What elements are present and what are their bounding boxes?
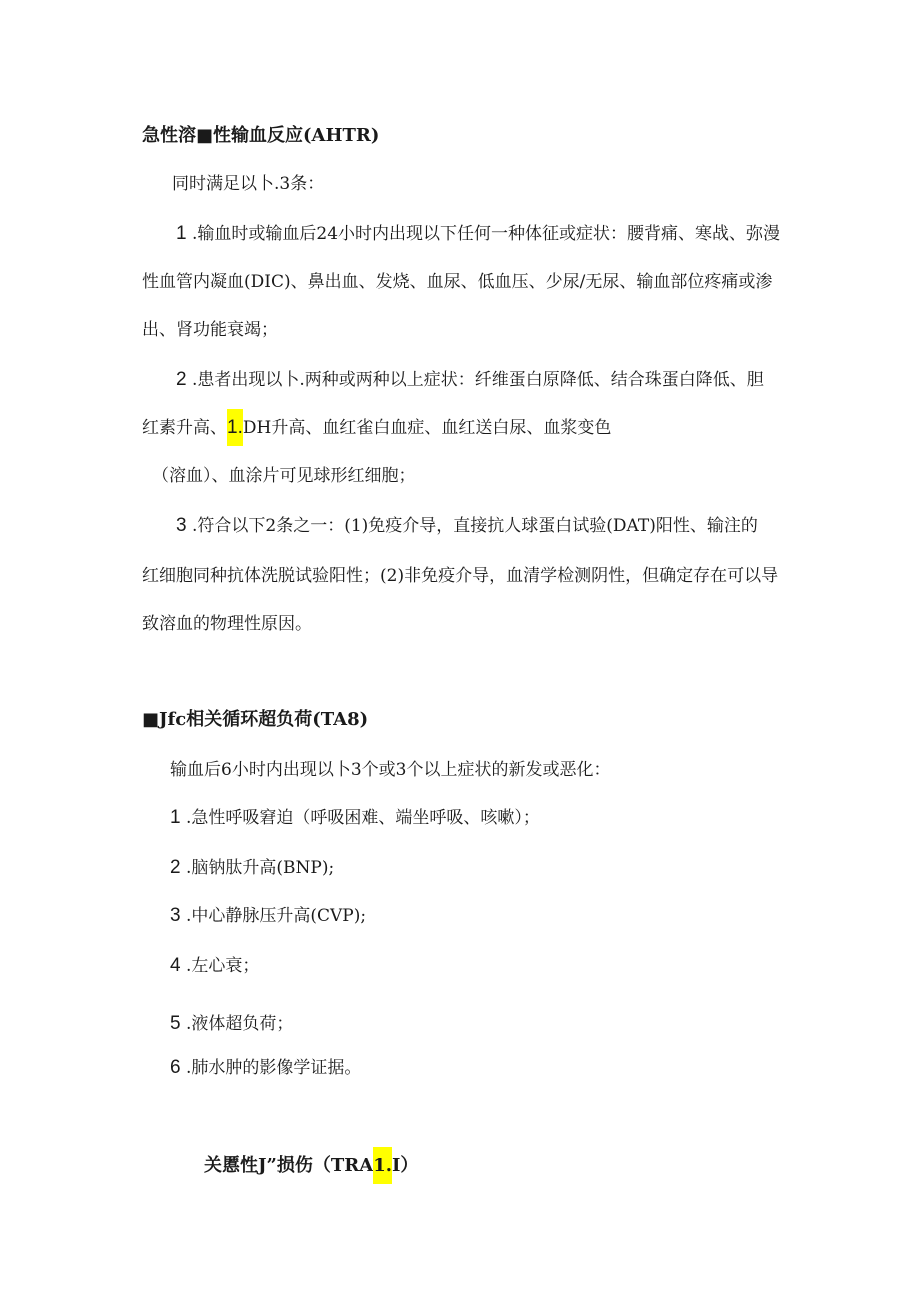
item-text: .中心静脉压升高(CVP); <box>185 906 367 926</box>
item-text: .脑钠肽升高(BNP); <box>185 858 335 878</box>
taco-intro: 输血后6小时内出现以卜3个或3个以上症状的新发或恶化： <box>170 760 611 780</box>
ahtr-item-1-line-3: 出、肾功能衰竭； <box>142 320 278 340</box>
item-number: 1 <box>170 807 181 828</box>
taco-heading: ■Jfc相关循环超负荷(TA8) <box>142 709 369 730</box>
item-number: 3 <box>176 515 187 536</box>
text-segment: DH升高、血红雀白血症、血红送白尿、血浆变色 <box>242 418 612 438</box>
item-text: .肺水肿的影像学证据。 <box>185 1058 362 1078</box>
trali-heading <box>204 1154 418 1178</box>
item-number: 2 <box>176 369 187 390</box>
taco-item-6 <box>170 1056 361 1080</box>
ahtr-item-2-line-3: （溶血）、血涂片可见球形红细胞； <box>152 466 416 486</box>
item-text: .输血时或输血后24小时内出现以下任何一种体征或症状：腰背痛、寒战、弥漫 <box>191 224 781 244</box>
text-segment: 关慝性J”损伤（TRA <box>204 1155 374 1176</box>
highlighted-text: 1. <box>227 409 243 446</box>
taco-item-5 <box>170 1012 293 1036</box>
highlighted-text: 1. <box>373 1147 392 1184</box>
item-number: 6 <box>170 1057 181 1078</box>
item-text: .急性呼吸窘迫（呼吸困难、端坐呼吸、咳嗽）； <box>185 808 540 828</box>
item-number: 2 <box>170 857 181 878</box>
item-number: 3 <box>170 905 181 926</box>
ahtr-item-1-line-2: 性血管内凝血(DIC)、鼻出血、发烧、血尿、低血压、少尿/无尿、输血部位疼痛或渗 <box>142 272 773 292</box>
ahtr-item-3 <box>176 514 758 538</box>
item-number: 4 <box>170 955 181 976</box>
ahtr-item-1 <box>176 222 780 246</box>
taco-item-1 <box>170 806 540 830</box>
item-text: .符合以下2条之一：(1)免疫介导，直接抗人球蛋白试验(DAT)阳性、输注的 <box>191 516 758 536</box>
ahtr-heading: 急性溶■性输血反应(AHTR) <box>142 125 380 146</box>
ahtr-intro: 同时满足以卜.3条： <box>172 174 325 194</box>
ahtr-item-3-line-3: 致溶血的物理性原因。 <box>142 614 312 634</box>
ahtr-item-3-line-2: 红细胞同种抗体洗脱试验阳性；(2)非免疫介导，血清学检测阴性，但确定存在可以导 <box>142 566 779 586</box>
taco-item-4 <box>170 954 259 978</box>
item-text: .患者出现以卜.两种或两种以上症状：纤维蛋白原降低、结合珠蛋白降低、胆 <box>191 370 764 390</box>
item-number: 1 <box>176 223 187 244</box>
text-segment: 红素升高、 <box>142 418 227 438</box>
ahtr-item-2 <box>176 368 764 392</box>
item-text: .左心衰； <box>185 956 260 976</box>
taco-item-3 <box>170 904 366 928</box>
text-segment: I） <box>392 1155 419 1176</box>
taco-item-2 <box>170 856 334 880</box>
item-text: .液体超负荷； <box>185 1014 294 1034</box>
item-number: 5 <box>170 1013 181 1034</box>
ahtr-item-2-line-2 <box>142 416 611 440</box>
